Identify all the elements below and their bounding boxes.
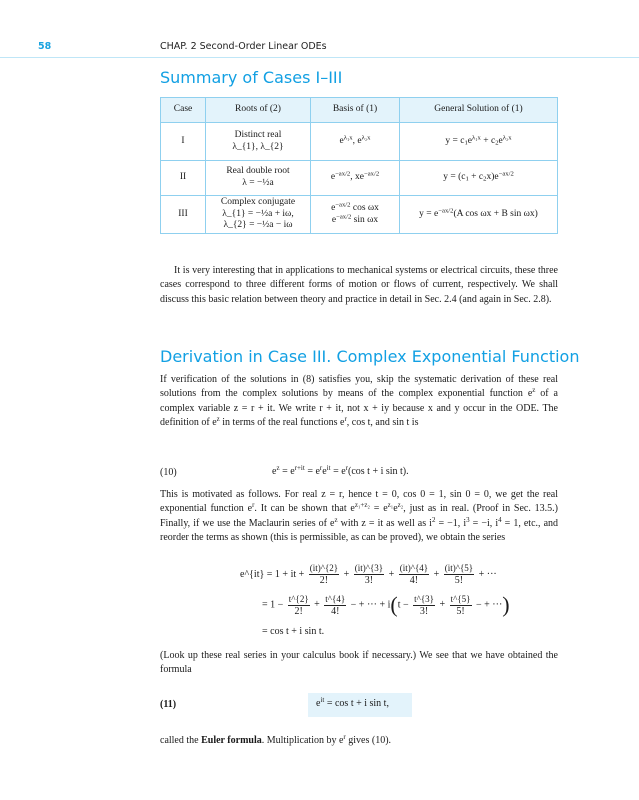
fraction-numerator: t^{4} (325, 593, 346, 604)
table-row (161, 161, 558, 196)
roots-cell-line: λ = −½a (242, 178, 274, 188)
solution-cell (400, 196, 558, 234)
fraction-denominator: 2! (294, 605, 303, 617)
fraction-denominator: 4! (409, 575, 419, 586)
solution-cell-line: $y = c_1e^{\lambda_1x} + c_2e^{\lambda_2x}$ (445, 133, 512, 147)
solution-cell-line: $y = (c_1 + c_2x)e^{-ax/2}$ (443, 170, 514, 183)
summary-paragraph: It is very interesting that in applications to mechanical systems or electrical circuits, these three cases correspond to three different forms of motion or flows of current, respectively. We shall discuss this basic relation between theory and practice in detail in Sec. 2.4 (and again in Sec. 2.8). (160, 265, 558, 305)
running-header: CHAP. 2 Second-Order Linear ODEs (160, 41, 327, 52)
roots-cell (206, 196, 311, 234)
basis-cell-line: $e^{\lambda_1x}$, $e^{\lambda_2x}$ (339, 133, 371, 146)
fraction-numerator: (it)^{3} (354, 563, 384, 573)
header-rule (0, 57, 639, 58)
fraction-term (413, 593, 435, 618)
page-number: 58 (38, 41, 52, 52)
column-header: Roots of (2) (206, 98, 311, 123)
series-line-1: e^{it} = 1 + it + $\frac{(it)\^{}\{2\}}{2!}$ + $\frac{(it)\^{}\{3\}}{3!}$ + $\frac{(it)\^{}\{4\}}{4!}$ + $\frac{(it)\^{}\{5\}}{5!}$ + ··· (240, 563, 497, 586)
table-header-row (161, 98, 558, 123)
series-line-3: = cos t + i sin t. (262, 626, 325, 637)
basis-cell (311, 196, 400, 234)
equation-10-label: (10) (160, 467, 177, 478)
solution-cell (400, 161, 558, 196)
series-line-2: = 1 − $\frac{t\^{}\{2\}}{2!}$ + $\frac{t\^{}\{4\}}{4!}$ − + ··· + i(t − $\frac{t\^{}\{3\}}{3!}$ + $\frac{t\^{}\{5\}}{5!}$ − + ···) (262, 592, 510, 617)
fraction-term (444, 562, 474, 587)
case-cell (161, 161, 206, 196)
equation-10: $e^z = e^{r+it} = e^re^{it} = e^r(\cos$ t + i sin t). (272, 464, 409, 477)
basis-cell-line: $e^{-ax/2}$ sin ωx (331, 212, 379, 225)
fraction-numerator: t^{2} (288, 593, 309, 604)
fraction-denominator: 3! (364, 575, 374, 586)
case-cell-line: I (181, 135, 185, 146)
fraction-term (450, 593, 472, 618)
derivation-paragraph-3: (Look up these real series in your calculus book if necessary.) We see that we have obtained the formula (160, 650, 558, 676)
column-header: General Solution of (1) (400, 98, 558, 123)
fraction-numerator: (it)^{5} (444, 563, 474, 573)
roots-cell-line: λ_{1}, λ_{2} (232, 141, 284, 152)
derivation-paragraph-2: This is motivated as follows. For real z = r, hence t = 0, cos 0 = 1, sin 0 = 0, we get the real exponential function $e^r$. It can be shown that $e^{z_1+z_2} = e^{z_1}e^{z_2}$, just as in real. (Proof in Sec. 13.5.) Finally, if we use the Maclaurin series of $e^z$ with z = it as well as $i^2 = -1$, $i^3 = -i$, $i^4 = 1$, etc., and reorder the terms as shown (this is permissible, as can be proved), we obtain the series (160, 489, 559, 544)
fraction-denominator: 4! (331, 605, 340, 617)
basis-cell-line: $e^{-ax/2}$ cos ωx (331, 200, 379, 213)
roots-cell-line: λ_{2} = −½a − iω (223, 220, 293, 231)
column-header: Case (161, 98, 206, 123)
fraction-numerator: (it)^{2} (309, 563, 339, 573)
equation-11: $e^{it} = \cos t + i$ sin t, (316, 696, 389, 709)
roots-cell-line: Real double root (226, 166, 290, 177)
solution-cell (400, 123, 558, 161)
column-header: Basis of (1) (311, 98, 400, 123)
case-cell (161, 123, 206, 161)
roots-cell-line: λ_{1} = −½a + iω, (222, 208, 294, 219)
fraction-term (399, 562, 429, 587)
fraction-term (324, 593, 346, 618)
euler-formula-term: Euler formula (201, 735, 262, 746)
derivation-paragraph-4: called the Euler formula. Multiplication by $e^r$ gives (10). (160, 733, 392, 746)
roots-cell (206, 123, 311, 161)
fraction-denominator: 5! (456, 605, 465, 617)
case-cell (161, 196, 206, 234)
fraction-term (309, 562, 339, 587)
table-row (161, 123, 558, 161)
fraction-numerator: t^{3} (414, 593, 434, 604)
fraction-term (288, 593, 310, 618)
basis-cell-line: $e^{-ax/2}$, $xe^{-ax/2}$ (330, 170, 380, 183)
fraction-denominator: 3! (419, 605, 429, 617)
equation-11-label: (11) (160, 699, 177, 710)
derivation-heading: Derivation in Case III. Complex Exponential Function (160, 347, 580, 366)
solution-cell-line: $y = e^{-ax/2}(A$ cos ωx + B sin ωx) (419, 206, 538, 219)
fraction-numerator: (it)^{4} (399, 563, 429, 573)
fraction-denominator: 5! (454, 575, 464, 586)
fraction-term (354, 562, 384, 587)
roots-cell-line: Distinct real (234, 129, 282, 140)
fraction-numerator: t^{5} (450, 593, 471, 604)
table-body (161, 123, 558, 234)
case-cell-line: III (178, 208, 188, 219)
derivation-paragraph-1: If verification of the solutions in (8) satisfies you, skip the systematic derivation of these real solutions from the complex solutions by means of the complex exponential function $e^z$ of a complex variable z = r + it. We write r + it, not x + iy because x and y occur in the ODE. The definition of $e^z$ in terms of the real functions $e^r$, cos t, and sin t is (160, 374, 558, 429)
basis-cell (311, 161, 400, 196)
series-line-1-lhs: e^{it} = 1 + it + (240, 568, 305, 580)
table-row (161, 196, 558, 234)
case-cell-line: II (179, 172, 187, 183)
summary-table (160, 97, 558, 234)
basis-cell (311, 123, 400, 161)
summary-heading: Summary of Cases I–III (160, 68, 343, 87)
roots-cell (206, 161, 311, 196)
roots-cell-line: Complex conjugate (220, 196, 296, 207)
fraction-denominator: 2! (319, 575, 329, 586)
